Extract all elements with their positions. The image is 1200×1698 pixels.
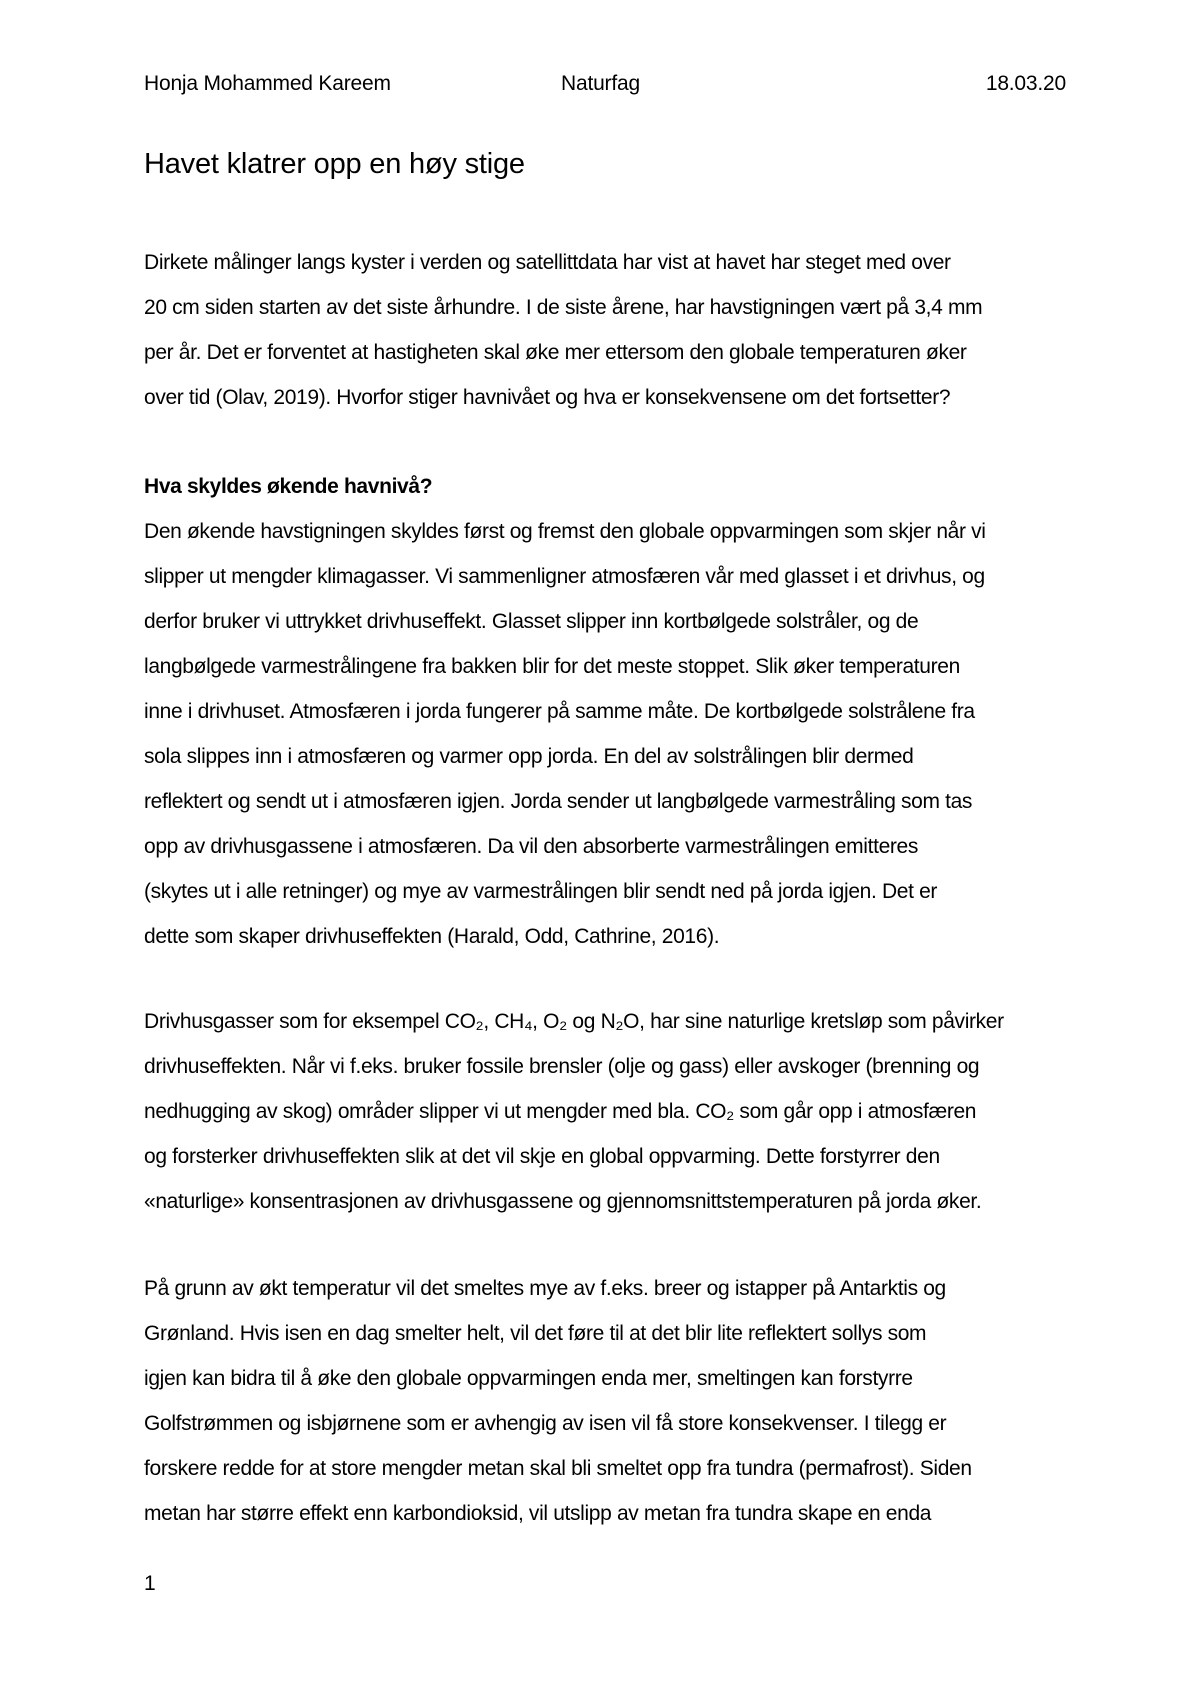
- text-line: over tid (Olav, 2019). Hvorfor stiger havnivået og hva er konsekvensene om det fortsetter?: [144, 386, 951, 409]
- text-line: langbølgede varmestrålingene fra bakken blir for det meste stoppet. Slik øker temperaturen: [144, 655, 960, 678]
- text-line: reflektert og sendt ut i atmosfæren igjen. Jorda sender ut langbølgede varmestråling som tas: [144, 790, 973, 813]
- text-line: «naturlige» konsentrasjonen av drivhusgassene og gjennomsnittstemperaturen på jorda øker.: [144, 1190, 982, 1213]
- text-line: drivhuseffekten. Når vi f.eks. bruker fossile brensler (olje og gass) eller avskoger (brenning og: [144, 1055, 980, 1078]
- page-number: 1: [144, 1572, 156, 1595]
- header-subject: Naturfag: [561, 72, 640, 95]
- text-line: opp av drivhusgassene i atmosfæren. Da vil den absorberte varmestrålingen emitteres: [144, 835, 919, 858]
- text-line: nedhugging av skog) områder slipper vi ut mengder med bla. CO₂ som går opp i atmosfæren: [144, 1100, 977, 1123]
- text-line: dette som skaper drivhuseffekten (Harald, Odd, Cathrine, 2016).: [144, 925, 720, 948]
- text-line: metan har større effekt enn karbondioksid, vil utslipp av metan fra tundra skape en enda: [144, 1502, 932, 1525]
- text-line: 20 cm siden starten av det siste århundre. I de siste årene, har havstigningen vært på 3,4 mm: [144, 296, 983, 319]
- text-line: per år. Det er forventet at hastigheten skal øke mer ettersom den globale temperaturen øker: [144, 341, 967, 364]
- text-line: slipper ut mengder klimagasser. Vi sammenligner atmosfæren vår med glasset i et drivhus, og: [144, 565, 985, 588]
- intro-paragraph: [144, 240, 1066, 420]
- text-line: Golfstrømmen og isbjørnene som er avhengig av isen vil få store konsekvenser. I tilegg er: [144, 1412, 947, 1435]
- text-line: sola slippes inn i atmosfæren og varmer opp jorda. En del av solstrålingen blir dermed: [144, 745, 914, 768]
- text-line: derfor bruker vi uttrykket drivhuseffekt. Glasset slipper inn kortbølgede solstråler, og de: [144, 610, 919, 633]
- text-line: og forsterker drivhuseffekten slik at det vil skje en global oppvarming. Dette forstyrrer den: [144, 1145, 940, 1168]
- body-paragraph-1: [144, 509, 1066, 959]
- page-header: [144, 72, 1066, 102]
- header-date: 18.03.20: [985, 72, 1066, 95]
- body-paragraph-3: [144, 1266, 1066, 1536]
- header-author: Honja Mohammed Kareem: [144, 72, 391, 95]
- text-line: Drivhusgasser som for eksempel CO₂, CH₄, O₂ og N₂O, har sine naturlige kretsløp som påvirker: [144, 1010, 1004, 1033]
- text-line: inne i drivhuset. Atmosfæren i jorda fungerer på samme måte. De kortbølgede solstrålene fra: [144, 700, 975, 723]
- text-line: Dirkete målinger langs kyster i verden og satellittdata har vist at havet har steget med over: [144, 251, 951, 274]
- section-heading: Hva skyldes økende havnivå?: [144, 475, 433, 498]
- section-heading-block: [144, 464, 1066, 509]
- body-paragraph-2: [144, 999, 1066, 1224]
- text-line: forskere redde for at store mengder metan skal bli smeltet opp fra tundra (permafrost). Siden: [144, 1457, 972, 1480]
- text-line: igjen kan bidra til å øke den globale oppvarmingen enda mer, smeltingen kan forstyrre: [144, 1367, 913, 1390]
- text-line: På grunn av økt temperatur vil det smeltes mye av f.eks. breer og istapper på Antarktis og: [144, 1277, 946, 1300]
- document-title: Havet klatrer opp en høy stige: [144, 148, 525, 180]
- text-line: (skytes ut i alle retninger) og mye av varmestrålingen blir sendt ned på jorda igjen. Det er: [144, 880, 938, 903]
- text-line: Grønland. Hvis isen en dag smelter helt, vil det føre til at det blir lite reflektert sollys som: [144, 1322, 927, 1345]
- text-line: Den økende havstigningen skyldes først og fremst den globale oppvarmingen som skjer når vi: [144, 520, 986, 543]
